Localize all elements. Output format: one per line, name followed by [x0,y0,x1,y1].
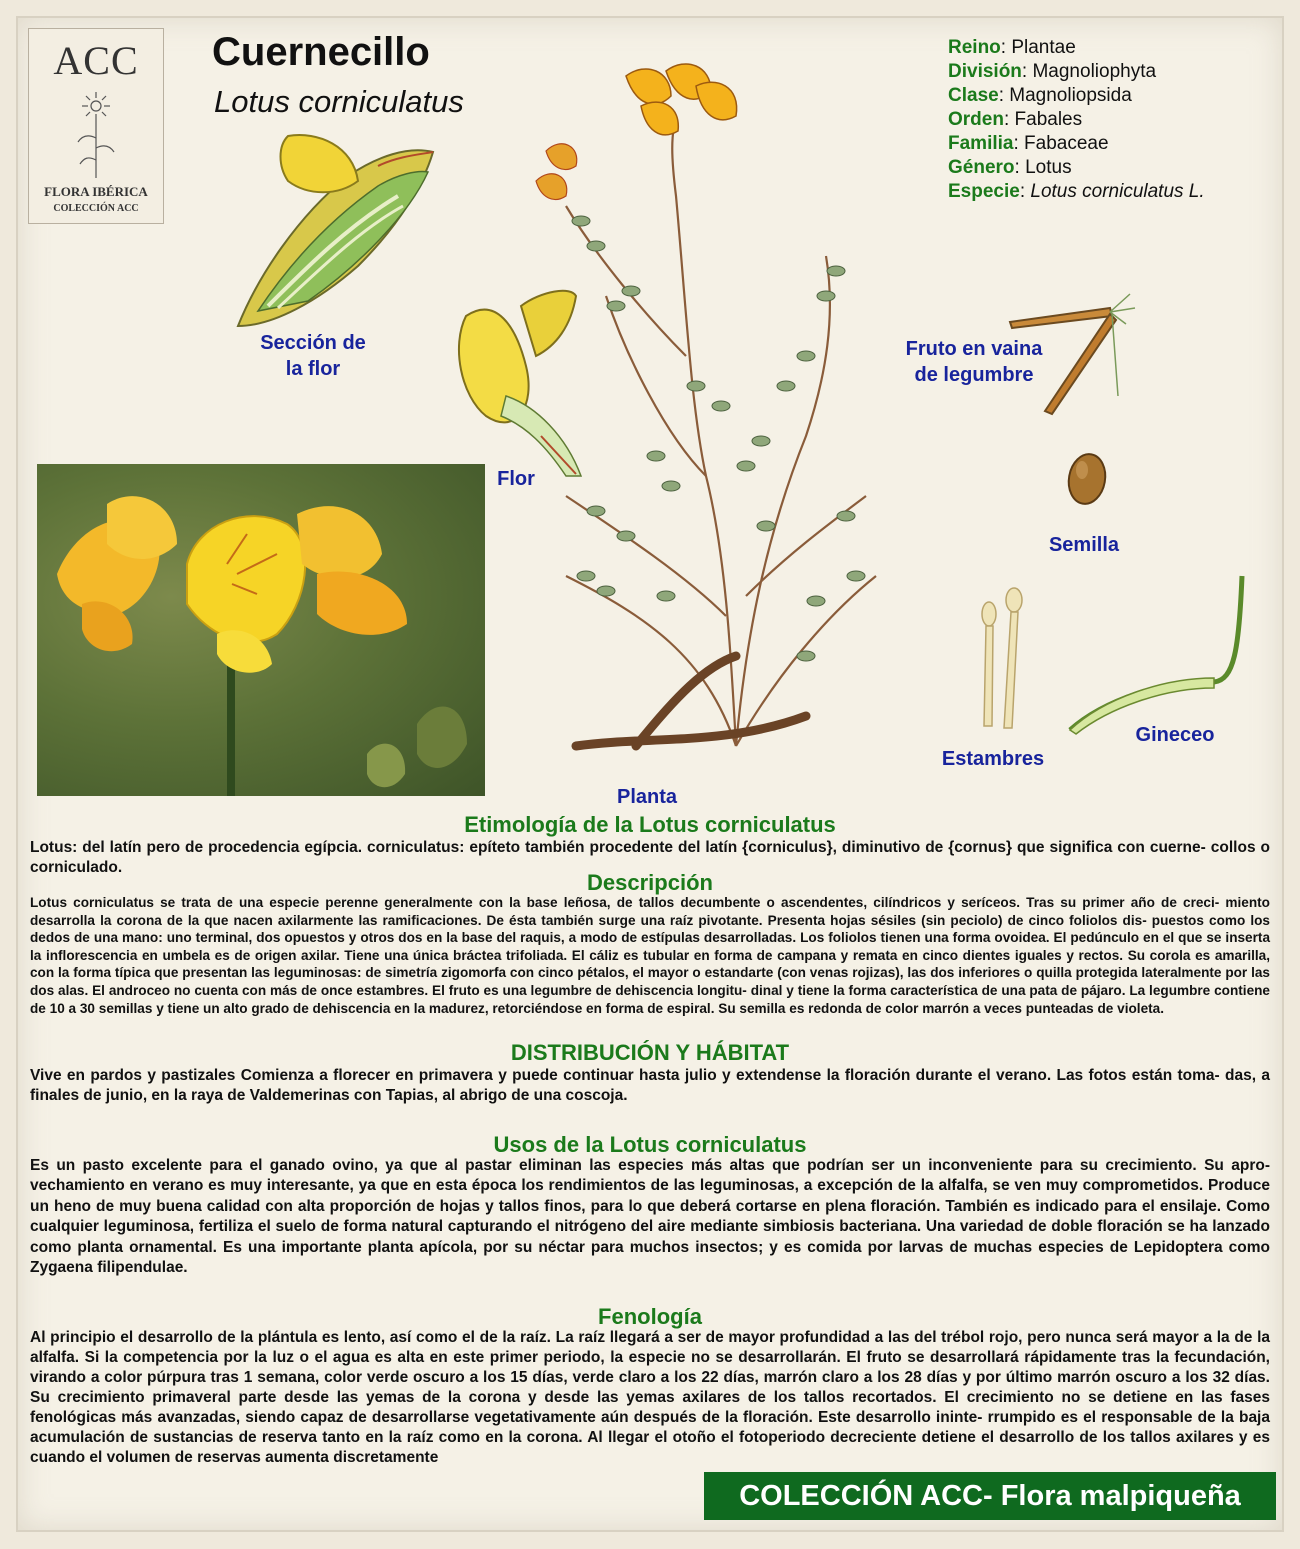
taxonomy-row: Género: Lotus [948,157,1072,178]
label-fruto: Fruto en vaina de legumbre [905,338,1043,386]
footer-banner: COLECCIÓN ACC- Flora malpiqueña [704,1472,1276,1520]
heading-distribucion: DISTRIBUCIÓN Y HÁBITAT [510,1040,790,1065]
label-planta: Planta [616,786,678,808]
logo-acc [28,28,164,224]
text-distribucion: Vive en pardos y pastizales Comienza a florecer en primavera y puede continuar hasta julio y extendense la floración durante el verano. Las fotos están toma- das, a finales de junio, en la raya de Valdemerinas con Tapias, al abrigo de una coscoja. [30,1067,1270,1104]
flower-photo-image [37,464,485,796]
heading-etimologia: Etimología de la Lotus corniculatus [464,812,836,837]
taxonomy-row: Orden: Fabales [948,109,1083,130]
label-seccion-flor: Sección de la flor [260,332,366,380]
daisy-illustration-icon [66,88,126,180]
text-usos: Es un pasto excelente para el ganado ovino, ya que al pastar eliminan las especies más altas que podrían ser un inconveniente para su crecimiento. Su apro- vechamiento en verano es muy interesante, ya que en esta época los rendimientos de las leguminosas, a excepción de la alfalfa, se ven muy comprometidos. Produce un heno de muy buena calidad con alta proporción de hojas y tallos finos, para lo que deberá cortarse en plena floración. También es indicado para el ensilaje. Como cualquier leguminosa, fertiliza el suelo de forma natural capturando el nitrógeno del aire mediante simbiosis bacteriana. Una variedad de doble floración se ha lanzado como planta ornamental. Es una importante planta apícola, por su néctar para muchos insectos; y es comida por larvas de muchas especies de Lepidoptera como Zygaena filipendulae. [30,1157,1270,1277]
taxonomy-list [948,36,1205,204]
taxonomy-row: Reino: Plantae [948,37,1076,58]
label-flor: Flor [497,468,535,490]
text-descripcion: Lotus corniculatus se trata de una especie perenne generalmente con la base leñosa, de tallos decumbente o ascendentes, cilíndricos y seríceos. Tras su primer año de creci- miento desarrolla la corona de la que nacen axilarmente las ramificaciones. De ésta también surge una raíz pivotante. Presenta hojas sésiles (sin peciolo) de cinco foliolos dis- puestos como los dedos de una mano: uno terminal, dos opuestos y otros dos en la base del raquis, a modo de estípulas desarrolladas. Los foliolos tienen una forma ovoidea. El pedúnculo en el que se inserta la inflorescencia en umbela es de origen axilar. Tiene una única bráctea trifoliada. El cáliz es tubular en forma de campana y remata en cinco dientes iguales y rectos. Su corola es amarilla, con la forma típica que presentan las leguminosas: de simetría zigomorfa con cinco pétalos, el mayor o estandarte (con venas rojizas), las dos inferiores o quilla protegida lateralmente por las dos alas. El androceo no cuenta con más de once estambres. El fruto es una legumbre de dehiscencia longitu- dinal y tiene la forma característica de una pata de pájaro. La legumbre contiene de 10 a 30 semillas y tiene un alto grado de dehiscencia en la madurez, retorciéndose en forma de espiral. Su semilla es redonda de color marrón a veces punteadas de violeta. [30,895,1270,1016]
logo-flora-text: FLORA IBÉRICA [44,184,148,199]
gynoecium-illustration [1064,570,1254,740]
logo-coleccion-text: COLECCIÓN ACC [53,203,139,214]
text-fenologia: Al principio el desarrollo de la plántula es lento, así como el de la raíz. La raíz llegará a ser de mayor profundidad a las del trébol rojo, pero nunca será mayor a la de la alfalfa. Si la competencia por la luz o el agua es alta en este primer periodo, la especie no se desarrollarán. El fruto se desarrollará rápidamente tras la fecundación, virando a color púrpura tras 1 semana, color verde oscuro a los 15 días, verde claro a los 22 días, marrón claro a los 28 días y por último marrón oscuro a los 32 días. Su crecimiento primaveral parte desde las yemas de la corona y desde las yemas axilares de los tallos recortados. El crecimiento no se detiene en las fases fenológicas más avanzadas, siendo capaz de desarrollarse vegetativamente aún después de la floración. Este desarrollo ininte- rrumpido es el responsable de la baja acumulación de sustancias de reserva tanto en la raíz como en la corona. Al llegar el otoño el fotoperiodo decreciente detiene el desarrollo de los tallos axilares y es cuando el volumen de reservas aumenta discretamente [30,1329,1270,1466]
taxonomy-row: Clase: Magnoliopsida [948,85,1132,106]
stamen-illustration [974,586,1030,734]
label-estambres: Estambres [941,748,1045,770]
taxonomy-row: División: Magnoliophyta [948,61,1157,82]
taxonomy-row: Especie: Lotus corniculatus L. [948,181,1205,202]
heading-usos: Usos de la Lotus corniculatus [493,1132,807,1157]
label-semilla: Semilla [1048,534,1120,556]
page-title: Cuernecillo [212,30,430,74]
scientific-name: Lotus corniculatus [214,84,464,119]
flower-section-illustration [228,126,448,340]
logo-acc-text: ACC [53,38,139,83]
flower-photo [37,464,485,796]
text-etimologia: Lotus: del latín pero de procedencia egípcia. corniculatus: epíteto también procedente del latín {corniculus}, diminutivo de {cornus} que significa con cuerne- collos o corniculado. [30,839,1270,876]
seed-illustration [1064,450,1110,508]
heading-descripcion: Descripción [587,870,713,895]
heading-fenologia: Fenología [598,1304,702,1329]
label-gineceo: Gineceo [1135,724,1215,746]
plant-illustration [506,56,886,776]
taxonomy-row: Familia: Fabaceae [948,133,1109,154]
